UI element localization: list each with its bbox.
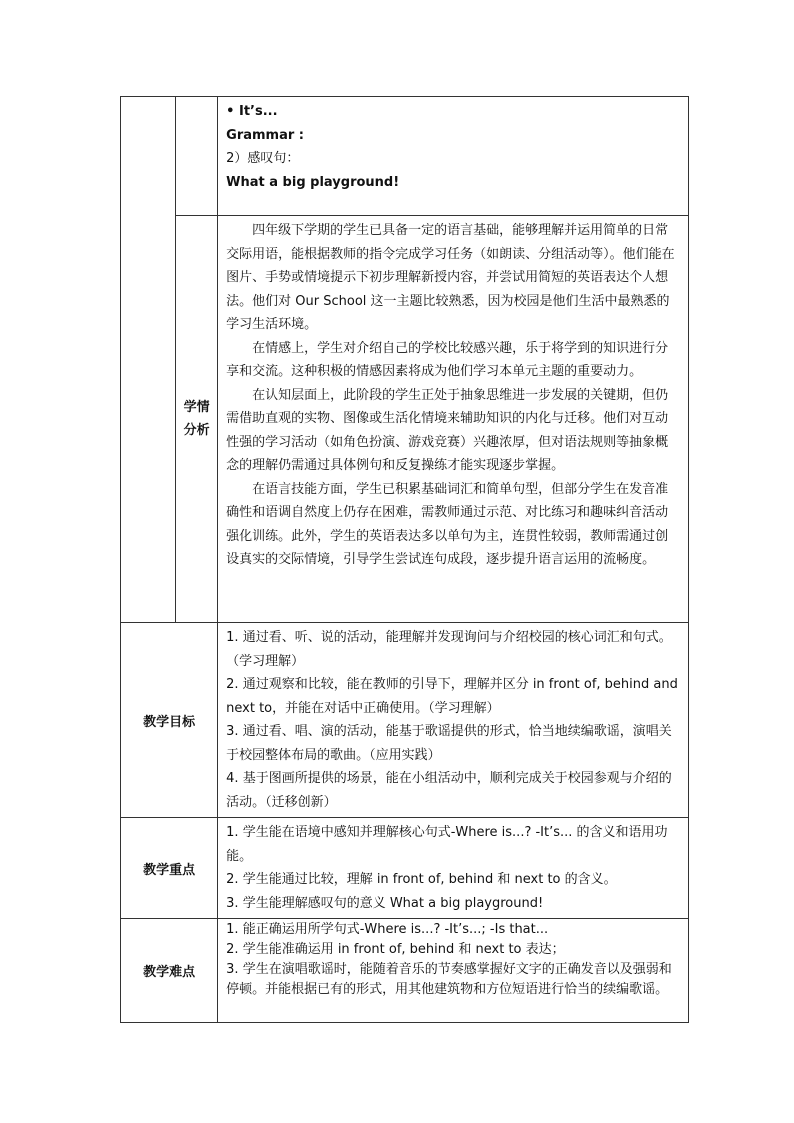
list-item: 2. 通过观察和比较，能在教师的引导下，理解并区分 in front of, behind and next to，并能在对话中正确使用。（学习理解） — [226, 677, 678, 716]
empty-cell — [121, 97, 176, 623]
list-item: 1. 通过看、听、说的活动，能理解并发现询问与介绍校园的核心词汇和句式。（学习理解） — [226, 630, 672, 669]
lesson-plan-table — [120, 96, 689, 1023]
learning-analysis-label — [176, 216, 218, 623]
list-item: 1. 学生能在语境中感知并理解核心句式-Where is...? -It’s... 的含义和语用功能。 — [226, 825, 668, 864]
bullet-line: • It’s... — [226, 104, 278, 119]
exclamation-label: 2）感叹句： — [226, 151, 300, 166]
list-item: 2. 学生能通过比较，理解 in front of, behind 和 next to 的含义。 — [226, 872, 617, 887]
table-row-difficulties — [121, 919, 689, 1023]
list-item: 1. 能正确运用所学句式-Where is...? -It’s...; -Is that... — [226, 922, 549, 937]
learning-analysis-content — [218, 216, 689, 623]
difficulties-content — [218, 919, 689, 1023]
list-item: 3. 学生在演唱歌谣时，能随着音乐的节奏感掌握好文字的正确发音以及强弱和停顿。并能根据已有的形式，用其他建筑物和方位短语进行恰当的续编歌谣。 — [226, 962, 672, 997]
paragraph: 在语言技能方面，学生已积累基础词汇和简单句型，但部分学生在发音准确性和语调自然度上仍存在困难，需教师通过示范、对比练习和趣味纠音活动强化训练。此外，学生的英语表达多以单句为主，连贯性较弱，教师需通过创设真实的交际情境，引导学生尝试连句成段，逐步提升语言运用的流畅度。 — [226, 481, 669, 567]
table-row-key-points — [121, 818, 689, 919]
objectives-content — [218, 623, 689, 818]
label-line: 学情 — [183, 400, 210, 415]
paragraph: 在认知层面上，此阶段的学生正处于抽象思维进一步发展的关键期，但仍需借助直观的实物、图像或生活化情境来辅助知识的内化与迁移。他们对互动性强的学习活动（如角色扮演、游戏竞赛）兴趣浓厚，但对语法规则等抽象概念的理解仍需通过具体例句和反复操练才能实现逐步掌握。 — [226, 387, 669, 473]
list-item: 3. 学生能理解感叹句的意义 What a big playground! — [226, 895, 544, 911]
key-points-content — [218, 818, 689, 919]
objectives-label: 教学目标 — [121, 623, 218, 818]
key-sentences-cell — [218, 97, 689, 216]
difficulties-label: 教学难点 — [121, 919, 218, 1023]
list-item: 2. 学生能准确运用 in front of, behind 和 next to 表达； — [226, 942, 565, 957]
list-item: 4. 基于图画所提供的场景，能在小组活动中，顺利完成关于校园参观与介绍的活动。（迁移创新） — [226, 771, 672, 810]
exclamation-example: What a big playground! — [226, 174, 400, 190]
list-item: 3. 通过看、唱、演的活动，能基于歌谣提供的形式，恰当地续编歌谣，演唱关于校园整体布局的歌曲。（应用实践） — [226, 724, 672, 763]
key-points-label: 教学重点 — [121, 818, 218, 919]
table-row-key-sentences — [121, 97, 689, 216]
empty-cell — [176, 97, 218, 216]
table-row-learning-analysis — [121, 216, 689, 623]
grammar-label: Grammar : — [226, 127, 305, 143]
paragraph: 四年级下学期的学生已具备一定的语言基础，能够理解并运用简单的日常交际用语，能根据教师的指令完成学习任务（如朗读、分组活动等）。他们能在图片、手势或情境提示下初步理解新授内容，并尝试用简短的英语表达个人想法。他们对 Our School 这一主题比较熟悉，因为校园是他们生活中最熟悉的学习生活环境。 — [226, 223, 675, 332]
label-line: 分析 — [183, 423, 210, 438]
paragraph: 在情感上，学生对介绍自己的学校比较感兴趣，乐于将学到的知识进行分享和交流。这种积极的情感因素将成为他们学习本单元主题的重要动力。 — [226, 340, 669, 379]
table-row-objectives — [121, 623, 689, 818]
